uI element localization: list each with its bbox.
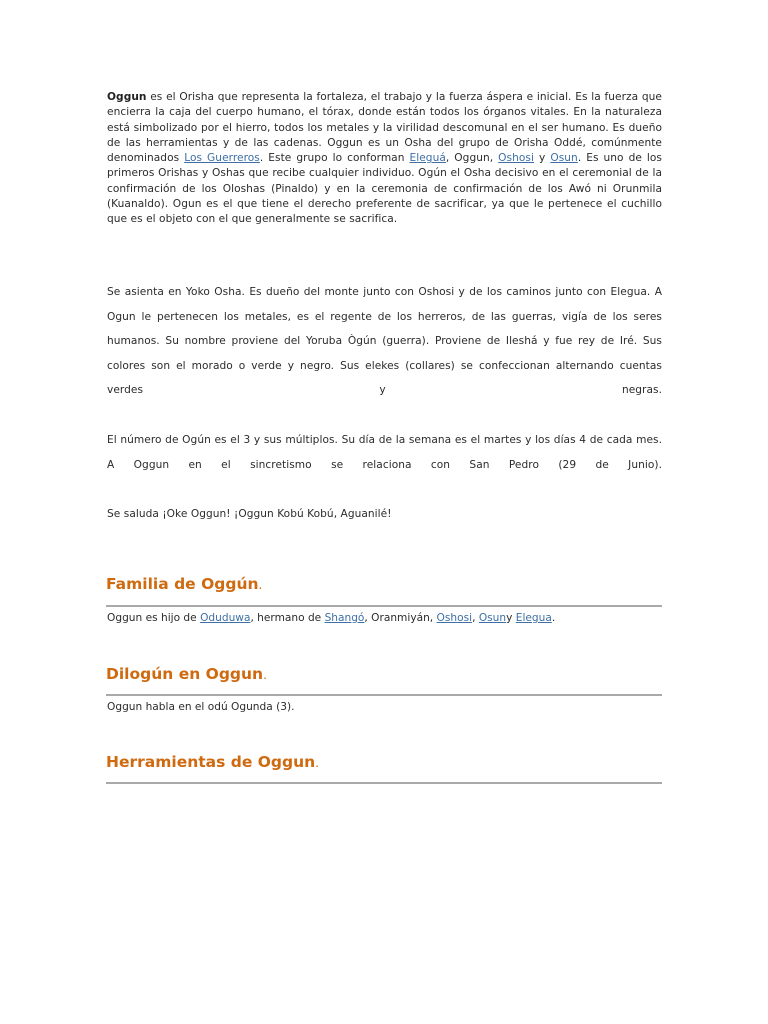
link-oshosi-familia[interactable]: Oshosi	[436, 612, 473, 624]
familia-text-6: .	[551, 612, 556, 624]
intro-paragraph	[107, 90, 662, 228]
divider-herramientas	[106, 782, 662, 784]
heading-dilogun-dot: .	[263, 668, 267, 682]
link-elegua-familia[interactable]: Elegua	[515, 612, 552, 624]
familia-text-2: , hermano de	[250, 612, 325, 624]
link-oduduwa[interactable]: Oduduwa	[200, 612, 251, 624]
heading-familia-dot: .	[258, 578, 263, 592]
heading-herramientas-dot: .	[315, 756, 320, 770]
intro-text-3: , Oggun,	[445, 152, 499, 165]
paragraph-asiento: Se asienta en Yoko Osha. Es dueño del monte junto con Oshosi y de los caminos junto con Elegua. A Ogun le pertenecen los metales, es el regente de los herreros, de las guerras, vigía de los seres humanos. Su nombre proviene del Yoruba Ògún (guerra). Proviene de Ileshá y fue rey de Iré. Sus colores son el morado o verde y negro. Sus elekes (collares) se confeccionan alternando cuentas verdes y negras.	[107, 286, 662, 397]
divider-familia	[106, 605, 662, 607]
heading-familia-text: Familia de Oggún	[106, 575, 259, 593]
intro-text-2: . Este grupo lo conforman	[259, 152, 410, 165]
heading-dilogun-text: Dilogún en Oggun	[106, 665, 264, 683]
link-oshosi[interactable]: Oshosi	[498, 152, 534, 165]
divider-dilogun	[106, 694, 662, 696]
familia-text-3: , Oranmiyán,	[364, 612, 437, 624]
dilogun-text: Oggun habla en el odú Ogunda (3).	[107, 701, 295, 713]
paragraph-numero: El número de Ogún es el 3 y sus múltiplos. Su día de la semana es el martes y los días 4 de cada mes. A Oggun en el sincretismo se relaciona con San Pedro (29 de Junio).	[107, 434, 662, 471]
link-osun[interactable]: Osun	[550, 152, 578, 165]
intro-text-1: es el Orisha que representa la fortaleza, el trabajo y la fuerza áspera e inicial. Es la fuerza que encierra la caja del cuerpo humano, el tórax, donde están todos los órganos vitales. En la naturaleza está simbolizado por el hierro, todos los metales y la virilidad descomunal en el ser humano. Es dueño de las herramientas y de las cadenas. Oggun es un Osha del grupo de Orisha Oddé, comúnmente denominados	[107, 91, 662, 165]
familia-text-5: y	[506, 612, 516, 624]
intro-text-5: . Es uno de los primeros Orishas y Oshas que recibe cualquier individuo. Ogún el Osha decisivo en el ceremonial de la confirmación de los Oloshas (Pinaldo) y en la ceremonia de confirmación de los Awó ni Orunmila (Kuanaldo). Ogun es el que tiene el derecho preferente de sacrificar, ya que le pertenece el cuchillo que es el objeto con el que generalmente se sacrifica.	[107, 152, 663, 226]
link-elegua[interactable]: Eleguá	[409, 152, 446, 165]
heading-familia	[106, 575, 262, 593]
link-los-guerreros[interactable]: Los Guerreros	[184, 152, 260, 165]
familia-text	[107, 612, 555, 624]
heading-herramientas	[106, 753, 319, 771]
intro-lead: Oggun	[107, 91, 147, 103]
paragraph-saludo: Se saluda ¡Oke Oggun! ¡Oggun Kobú Kobú, Aguanilé!	[107, 508, 392, 520]
intro-text-4: y	[534, 152, 551, 165]
link-osun-familia[interactable]: Osun	[478, 612, 507, 624]
familia-text-1: Oggun es hijo de	[107, 612, 201, 624]
link-shango[interactable]: Shangó	[324, 612, 365, 624]
heading-dilogun	[106, 665, 267, 683]
familia-text-4: ,	[472, 612, 479, 624]
heading-herramientas-text: Herramientas de Oggun	[106, 753, 316, 771]
